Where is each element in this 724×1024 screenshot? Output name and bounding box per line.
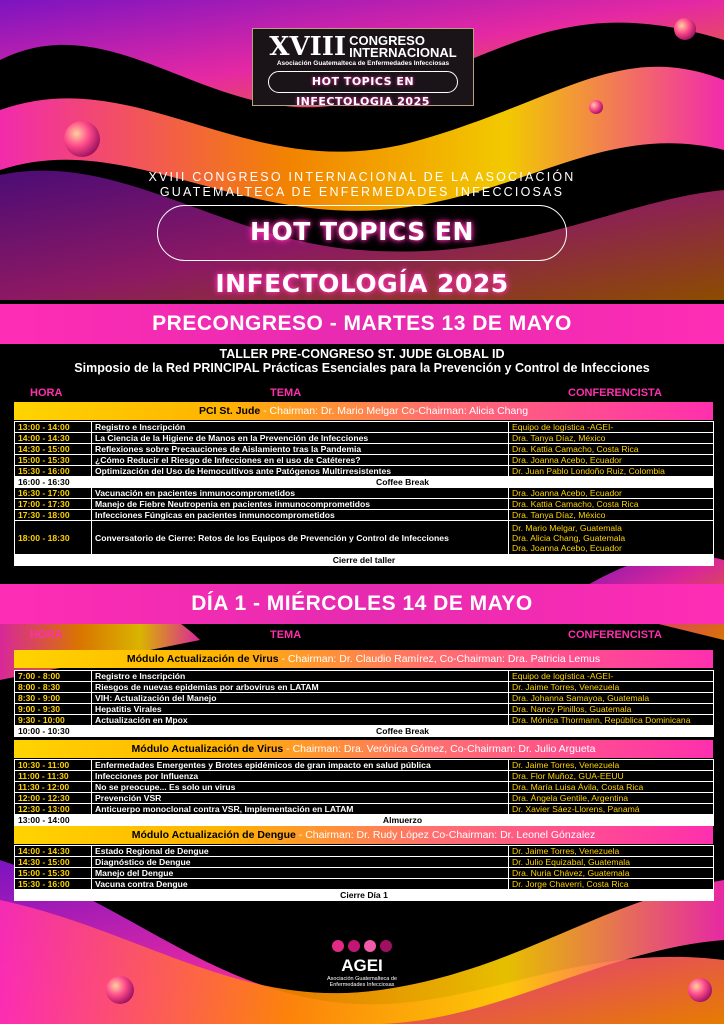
topic-cell: Prevención VSR — [92, 793, 509, 804]
closing-label: Cierre Día 1 — [15, 890, 714, 901]
speaker-cell: Dr. Jaime Torres, Venezuela — [509, 682, 714, 693]
speaker-line: Dr. Mario Melgar, Guatemala — [512, 522, 622, 533]
topic-cell: Estado Regional de Dengue — [92, 846, 509, 857]
time-cell: 7:00 - 8:00 — [15, 671, 92, 682]
logo-congreso-text — [349, 35, 457, 59]
table-row — [15, 846, 714, 857]
module-virus-1 — [14, 650, 713, 668]
agei-logo — [312, 940, 412, 988]
congress-logo — [252, 28, 474, 106]
speaker-cell: Dra. Tanya Díaz, México — [509, 433, 714, 444]
module-chair: - Chairman: Dr. Rudy López Co-Chairman: Dr. Leonel Gónzalez — [295, 829, 596, 841]
time-cell: 10:30 - 11:00 — [15, 760, 92, 771]
col-hora: HORA — [30, 387, 63, 399]
table-row — [15, 682, 714, 693]
topic-cell: Manejo del Dengue — [92, 868, 509, 879]
table-row — [15, 499, 714, 510]
module-chair: - Chairman: Dr. Mario Melgar Co-Chairman: Alicia Chang — [260, 405, 529, 417]
precongreso-schedule-table — [14, 421, 714, 566]
time-cell: 9:30 - 10:00 — [15, 715, 92, 726]
speaker-cell: Dra. Joanna Acebo, Ecuador — [509, 488, 714, 499]
table-row — [15, 760, 714, 771]
association-line2: GUATEMALTECA DE ENFERMEDADES INFECCIOSAS — [159, 185, 565, 199]
time-cell: 13:00 - 14:00 — [15, 815, 92, 826]
speaker-cell: Dra. Nuria Chávez, Guatemala — [509, 868, 714, 879]
topic-cell: ¿Cómo Reducir el Riesgo de Infecciones en el uso de Catéteres? — [92, 455, 509, 466]
topic-cell: Reflexiones sobre Precauciones de Aislamiento tras la Pandemia — [92, 444, 509, 455]
speaker-line: Dra. Alicia Chang, Guatemala — [512, 532, 626, 543]
module-name: Módulo Actualización de Virus — [131, 743, 284, 755]
topic-cell: Registro e Inscripción — [92, 671, 509, 682]
taller-title — [0, 347, 724, 375]
time-cell: 14:00 - 14:30 — [15, 846, 92, 857]
module-chair: - Chairman: Dr. Claudio Ramírez, Co-Chairman: Dra. Patricia Lemus — [278, 653, 601, 665]
topic-cell: Optimización del Uso de Hemocultivos ante Patógenos Multirresistentes — [92, 466, 509, 477]
agei-name: AGEI — [341, 956, 383, 975]
module-chair: - Chairman: Dra. Verónica Gómez, Co-Chairman: Dr. Julio Argueta — [283, 743, 596, 755]
table-row — [15, 488, 714, 499]
topic-cell: La Ciencia de la Higiene de Manos en la Prevención de Infecciones — [92, 433, 509, 444]
col-conferencista: CONFERENCISTA — [568, 629, 662, 641]
topic-cell: Infecciones por Influenza — [92, 771, 509, 782]
module-name: Módulo Actualización de Virus — [126, 653, 279, 665]
topic-cell: Riesgos de nuevas epidemias por arbovirus en LATAM — [92, 682, 509, 693]
table-row — [15, 804, 714, 815]
precongreso-banner: PRECONGRESO - MARTES 13 DE MAYO — [0, 304, 724, 344]
lunch-row — [15, 815, 714, 826]
table-row — [15, 879, 714, 890]
module-virus-2 — [14, 740, 713, 758]
col-tema: TEMA — [270, 629, 302, 641]
logo-hot-topics: HOT TOPICS EN INFECTOLOGIA 2025 — [268, 71, 458, 93]
col-hora: HORA — [30, 629, 63, 641]
dia1-banner: DÍA 1 - MIÉRCOLES 14 DE MAYO — [0, 584, 724, 624]
speaker-cell: Equipo de logística -AGEI- — [509, 422, 714, 433]
time-cell: 15:00 - 15:30 — [15, 455, 92, 466]
dia1-schedule-table-3 — [14, 845, 714, 901]
precongreso-column-headers — [0, 387, 724, 401]
table-row — [15, 455, 714, 466]
module-pci-st-jude — [14, 402, 713, 420]
time-cell: 14:30 - 15:00 — [15, 857, 92, 868]
table-row — [15, 693, 714, 704]
speaker-cell: Dra. Kattia Camacho, Costa Rica — [509, 444, 714, 455]
table-row — [15, 521, 714, 555]
closing-row — [15, 890, 714, 901]
speaker-cell: Dr. Jaime Torres, Venezuela — [509, 846, 714, 857]
topic-cell: Vacuna contra Dengue — [92, 879, 509, 890]
table-row — [15, 857, 714, 868]
module-name: PCI St. Jude — [198, 405, 261, 417]
topic-cell: Registro e Inscripción — [92, 422, 509, 433]
closing-label: Cierre del taller — [15, 555, 714, 566]
time-cell: 11:00 - 11:30 — [15, 771, 92, 782]
topic-cell: Anticuerpo monoclonal contra VSR, Implementación en LATAM — [92, 804, 509, 815]
taller-line2: Simposio de la Red PRINCIPAL Prácticas Esenciales para la Prevención y Control de Infecciones — [74, 361, 650, 375]
logo-congreso-line1: CONGRESO — [349, 33, 425, 48]
speaker-line: Dra. Joanna Acebo, Ecuador — [512, 542, 622, 553]
time-cell: 9:00 - 9:30 — [15, 704, 92, 715]
association-line1: XVIII CONGRESO INTERNACIONAL DE LA ASOCIACIÓN — [148, 170, 576, 184]
topic-cell: Conversatorio de Cierre: Retos de los Equipos de Prevención y Control de Infecciones — [92, 521, 509, 555]
logo-roman-numeral: XVIII — [269, 32, 347, 62]
break-label: Almuerzo — [92, 815, 714, 826]
table-row — [15, 715, 714, 726]
speaker-cell: Dr. Julio Equizabal, Guatemala — [509, 857, 714, 868]
speaker-cell: Dra. Ángela Gentile, Argentina — [509, 793, 714, 804]
time-cell: 16:00 - 16:30 — [15, 477, 92, 488]
break-label: Coffee Break — [92, 477, 714, 488]
time-cell: 12:00 - 12:30 — [15, 793, 92, 804]
speaker-cell: Dra. Mónica Thormann, República Dominicana — [509, 715, 714, 726]
taller-line1: TALLER PRE-CONGRESO ST. JUDE GLOBAL ID — [219, 347, 505, 361]
time-cell: 12:30 - 13:00 — [15, 804, 92, 815]
time-cell: 14:00 - 14:30 — [15, 433, 92, 444]
agei-sub-line2: Enfermedades Infecciosas — [329, 982, 395, 988]
time-cell: 11:30 - 12:00 — [15, 782, 92, 793]
dia1-column-headers — [0, 629, 724, 643]
dia1-schedule-table-1 — [14, 670, 714, 737]
time-cell: 8:00 - 8:30 — [15, 682, 92, 693]
time-cell: 17:00 - 17:30 — [15, 499, 92, 510]
topic-cell: Enfermedades Emergentes y Brotes epidémicos de gran impacto en salud pública — [92, 760, 509, 771]
topic-cell: No se preocupe... Es solo un virus — [92, 782, 509, 793]
table-row — [15, 466, 714, 477]
dia1-schedule-table-2 — [14, 759, 714, 826]
table-row — [15, 704, 714, 715]
table-row — [15, 782, 714, 793]
speaker-cell: Dr. Jorge Chaverri, Costa Rica — [509, 879, 714, 890]
col-conferencista: CONFERENCISTA — [568, 387, 662, 399]
agei-logo-mark-icon — [312, 940, 412, 954]
time-cell: 14:30 - 15:00 — [15, 444, 92, 455]
logo-congreso-line2: INTERNACIONAL — [349, 45, 457, 60]
coffee-break-row — [15, 726, 714, 737]
speaker-cell: Dra. Nancy Pinillos, Guatemala — [509, 704, 714, 715]
time-cell: 18:00 - 18:30 — [15, 521, 92, 555]
speaker-cell: Dra. Johanna Samayoa, Guatemala — [509, 693, 714, 704]
closing-row — [15, 555, 714, 566]
agei-sub-line1: Asociación Guatemalteca de — [326, 976, 397, 982]
speaker-cell: Dra. Tanya Díaz, México — [509, 510, 714, 521]
table-row — [15, 793, 714, 804]
coffee-break-row — [15, 477, 714, 488]
table-row — [15, 671, 714, 682]
table-row — [15, 433, 714, 444]
hot-topics-title: HOT TOPICS EN INFECTOLOGÍA 2025 — [157, 205, 567, 261]
speaker-cell: Dra. Flor Muñoz, GUA-EEUU — [509, 771, 714, 782]
speaker-cell: Dr. Jaime Torres, Venezuela — [509, 760, 714, 771]
table-row — [15, 510, 714, 521]
topic-cell: Diagnóstico de Dengue — [92, 857, 509, 868]
time-cell: 10:00 - 10:30 — [15, 726, 92, 737]
speaker-cell: Dra. María Luisa Ávila, Costa Rica — [509, 782, 714, 793]
time-cell: 13:00 - 14:00 — [15, 422, 92, 433]
module-name: Módulo Actualización de Dengue — [131, 829, 296, 841]
col-tema: TEMA — [270, 387, 302, 399]
speaker-cell: Dra. Joanna Acebo, Ecuador — [509, 455, 714, 466]
topic-cell: Vacunación en pacientes inmunocomprometidos — [92, 488, 509, 499]
topic-cell: Infecciones Fúngicas en pacientes inmunocomprometidos — [92, 510, 509, 521]
time-cell: 15:30 - 16:00 — [15, 879, 92, 890]
time-cell: 15:00 - 15:30 — [15, 868, 92, 879]
speaker-cell: Dra. Kattia Camacho, Costa Rica — [509, 499, 714, 510]
topic-cell: Hepatitis Virales — [92, 704, 509, 715]
time-cell: 16:30 - 17:00 — [15, 488, 92, 499]
topic-cell: VIH: Actualización del Manejo — [92, 693, 509, 704]
logo-association: Asociación Guatemalteca de Enfermedades Infecciosas — [276, 60, 450, 67]
table-row — [15, 868, 714, 879]
speaker-cell: Dr. Juan Pablo Londoño Ruiz, Colombia — [509, 466, 714, 477]
topic-cell: Actualización en Mpox — [92, 715, 509, 726]
break-label: Coffee Break — [92, 726, 714, 737]
table-row — [15, 771, 714, 782]
speaker-cell: Dr. Xavier Sáez-Llorens, Panamá — [509, 804, 714, 815]
table-row — [15, 444, 714, 455]
module-dengue — [14, 826, 713, 844]
association-heading — [0, 170, 724, 200]
time-cell: 15:30 - 16:00 — [15, 466, 92, 477]
speaker-cell: Equipo de logística -AGEI- — [509, 671, 714, 682]
topic-cell: Manejo de Fiebre Neutropenia en pacientes inmunocomprometidos — [92, 499, 509, 510]
table-row — [15, 422, 714, 433]
time-cell: 17:30 - 18:00 — [15, 510, 92, 521]
time-cell: 8:30 - 9:00 — [15, 693, 92, 704]
speaker-cell — [509, 521, 714, 555]
